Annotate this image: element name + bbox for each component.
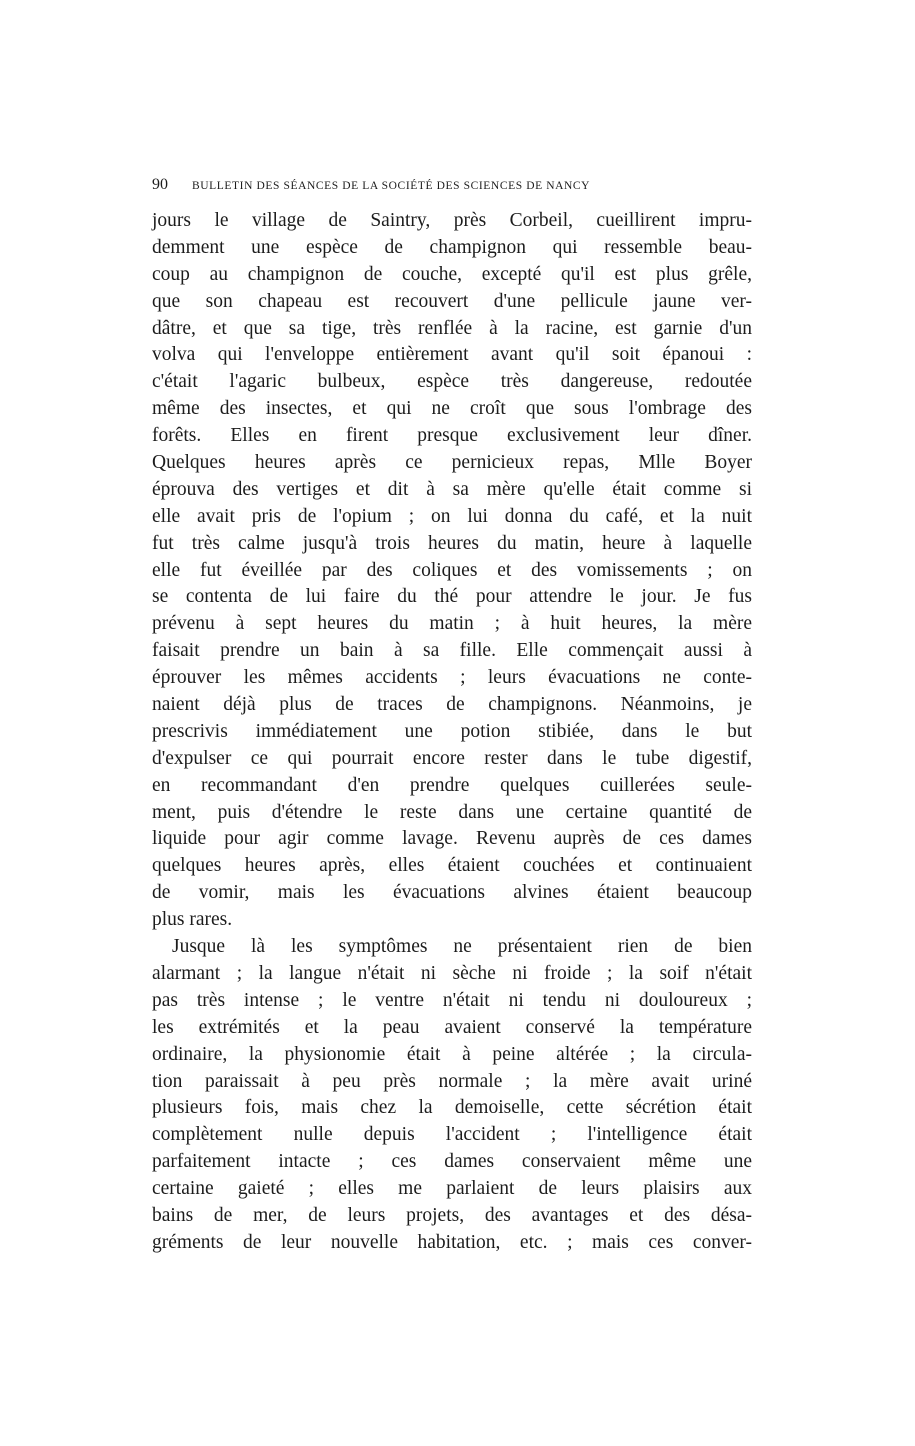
text-line: naient déjà plus de traces de champignons. Néanmoins, je <box>152 694 752 716</box>
text-line: faisait prendre un bain à sa fille. Elle commençait aussi à <box>152 640 752 662</box>
text-line: liquide pour agir comme lavage. Revenu auprès de ces dames <box>152 828 752 850</box>
text-line: d'expulser ce qui pourrait encore rester dans le tube digestif, <box>152 747 752 769</box>
text-line: en recommandant d'en prendre quelques cuillerées seule- <box>152 774 752 796</box>
page-header <box>152 175 752 196</box>
text-line: alarmant ; la langue n'était ni sèche ni froide ; la soif n'était <box>152 962 752 984</box>
text-line: se contenta de lui faire du thé pour attendre le jour. Je fus <box>152 586 752 608</box>
text-line: fut très calme jusqu'à trois heures du matin, heure à laquelle <box>152 532 752 554</box>
text-line: de vomir, mais les évacuations alvines étaient beaucoup <box>152 882 752 904</box>
text-line: éprouva des vertiges et dit à sa mère qu'elle était comme si <box>152 478 752 500</box>
text-line: même des insectes, et qui ne croît que sous l'ombrage des <box>152 398 752 420</box>
text-line: jours le village de Saintry, près Corbeil, cueillirent impru- <box>152 210 752 231</box>
text-line: prévenu à sept heures du matin ; à huit heures, la mère <box>152 613 752 635</box>
text-line: forêts. Elles en firent presque exclusivement leur dîner. <box>152 425 752 447</box>
text-line: quelques heures après, elles étaient couchées et continuaient <box>152 855 752 877</box>
text-line: que son chapeau est recouvert d'une pellicule jaune ver- <box>152 290 752 312</box>
text-line: bains de mer, de leurs projets, des avantages et des désa- <box>152 1204 752 1226</box>
text-line: prescrivis immédiatement une potion stibiée, dans le but <box>152 720 752 742</box>
text-line: complètement nulle depuis l'accident ; l'intelligence était <box>152 1124 752 1146</box>
text-line: plusieurs fois, mais chez la demoiselle, cette sécrétion était <box>152 1097 752 1119</box>
text-line: ordinaire, la physionomie était à peine altérée ; la circula- <box>152 1043 752 1065</box>
text-line: Jusque là les symptômes ne présentaient rien de bien <box>172 936 752 958</box>
text-line: elle avait pris de l'opium ; on lui donna du café, et la nuit <box>152 505 752 527</box>
text-line: pas très intense ; le ventre n'était ni tendu ni douloureux ; <box>152 989 752 1011</box>
text-line: parfaitement intacte ; ces dames conservaient même une <box>152 1151 752 1173</box>
text-line: plus rares. <box>152 909 233 931</box>
text-line: dâtre, et que sa tige, très renflée à la racine, est garnie d'un <box>152 317 752 339</box>
text-line: certaine gaieté ; elles me parlaient de leurs plaisirs aux <box>152 1178 752 1200</box>
text-line: Quelques heures après ce pernicieux repas, Mlle Boyer <box>152 452 752 474</box>
text-line: tion paraissait à peu près normale ; la mère avait uriné <box>152 1070 752 1092</box>
text-line: c'était l'agaric bulbeux, espèce très dangereuse, redoutée <box>152 371 752 393</box>
text-line: elle fut éveillée par des coliques et des vomissements ; on <box>152 559 752 581</box>
page-number: 90 <box>152 176 168 193</box>
running-title: BULLETIN DES SÉANCES DE LA SOCIÉTÉ DES SCIENCES DE NANCY <box>192 180 591 192</box>
body-text <box>152 208 752 1257</box>
text-line: les extrémités et la peau avaient conservé la température <box>152 1016 752 1038</box>
text-line: coup au champignon de couche, excepté qu'il est plus grêle, <box>152 263 752 285</box>
text-line: demment une espèce de champignon qui ressemble beau- <box>152 236 752 258</box>
text-line: gréments de leur nouvelle habitation, etc. ; mais ces conver- <box>152 1231 752 1253</box>
text-line: ment, puis d'étendre le reste dans une certaine quantité de <box>152 801 752 823</box>
text-line: éprouver les mêmes accidents ; leurs évacuations ne conte- <box>152 667 752 689</box>
text-line: volva qui l'enveloppe entièrement avant qu'il soit épanoui : <box>152 344 752 366</box>
